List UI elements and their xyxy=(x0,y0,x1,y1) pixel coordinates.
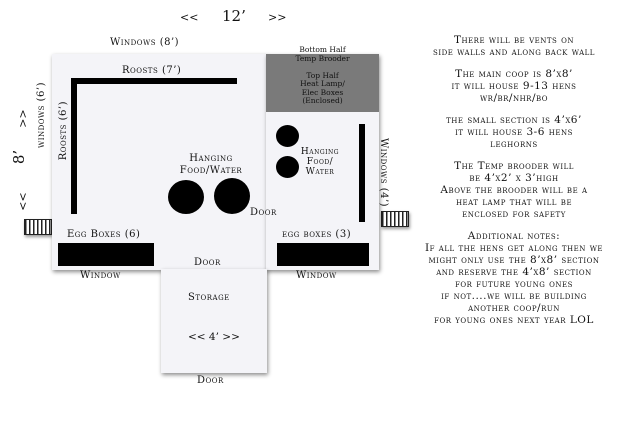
storage-door-label: Door xyxy=(197,375,224,386)
small-windows-right-label: Windows (4’) xyxy=(378,138,389,208)
storage-label: Storage xyxy=(188,292,230,303)
main-feeder-1 xyxy=(168,180,204,214)
small-feeder-1 xyxy=(276,125,299,147)
storage-room-floor xyxy=(161,269,267,373)
storage-width-label: << 4’ >> xyxy=(188,331,240,343)
small-feeder-2 xyxy=(276,156,299,178)
main-feeder-label: Hanging Food/Water xyxy=(179,153,243,176)
main-door-label: Door xyxy=(194,257,221,268)
main-egg-boxes xyxy=(58,243,154,266)
brooder-label: Bottom Half Temp Brooder Top Half Heat Lamp/ Elec Boxes (Enclosed) xyxy=(295,45,350,105)
roosts-left-label: Roosts (6’) xyxy=(58,101,69,161)
main-window-bottom-label: Window xyxy=(80,270,121,281)
width-arrow-right: >> xyxy=(268,11,287,24)
note-additional: Additional notes: If all the hens get along then we might only use the 8’x8’ section and reserve the 4’x8’ section for future young ones if not....we will be building another coop/run for young ones next year LOL xyxy=(424,230,604,326)
roost-left xyxy=(71,78,77,214)
left-vent xyxy=(24,219,52,235)
main-feeder-2 xyxy=(214,178,250,214)
small-window-bottom-label: Window xyxy=(296,270,337,281)
small-roost-right xyxy=(359,124,365,222)
main-egg-boxes-label: Egg Boxes (6) xyxy=(67,229,141,240)
roosts-top-label: Roosts (7’) xyxy=(122,65,182,76)
small-feeder-label: Hanging Food/ Water xyxy=(300,147,340,177)
note-main-coop: The main coop is 8’x8’ it will house 9-13 hens wr/br/nhr/bo xyxy=(451,68,577,104)
main-windows-left-label: windows (6’) xyxy=(36,82,47,148)
note-small-section: the small section is 4’x6’ it will house 3-6 hens leghorns xyxy=(446,114,582,150)
height-arrow-down: << xyxy=(16,192,30,211)
height-dimension-label: 8’ xyxy=(10,149,29,165)
note-brooder: The Temp brooder will be 4’x2’ x 3’high Above the brooder will be a heat lamp that will be enclosed for safety xyxy=(440,160,588,220)
small-egg-boxes-label: egg boxes (3) xyxy=(282,229,352,240)
height-arrow-up: >> xyxy=(16,109,30,128)
small-egg-boxes xyxy=(277,243,369,266)
width-dimension-label: 12’ xyxy=(222,7,246,25)
roost-top xyxy=(71,78,237,84)
main-windows-top-label: Windows (8’) xyxy=(110,37,180,48)
width-arrow-left: << xyxy=(180,11,199,24)
notes-panel xyxy=(400,34,628,336)
small-door-label: Door xyxy=(250,207,277,218)
note-vents: There will be vents on side walls and along back wall xyxy=(433,34,595,58)
